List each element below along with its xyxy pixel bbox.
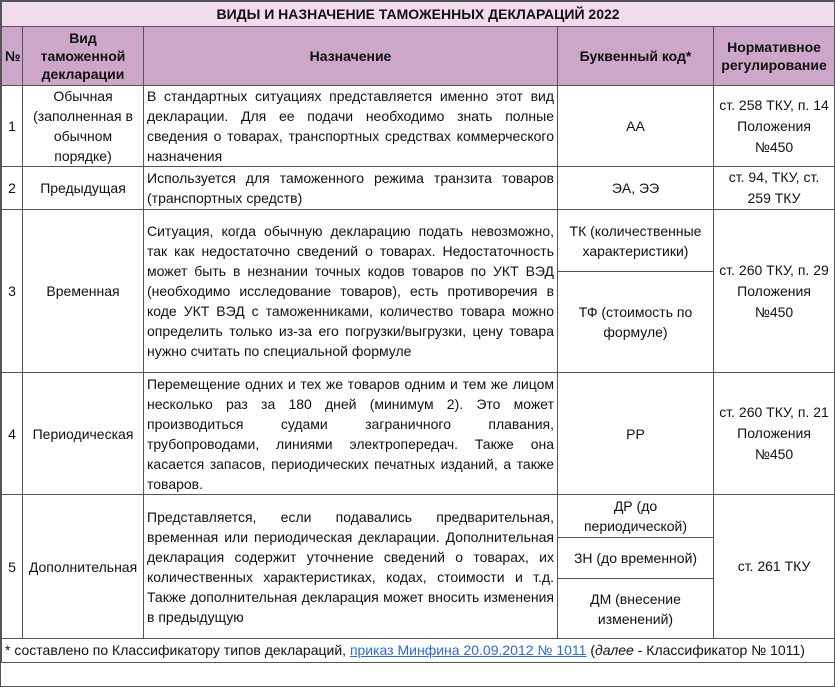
declaration-type: Временная: [23, 210, 144, 373]
customs-declarations-table: [1, 1, 835, 663]
declaration-type: Дополнительная: [23, 495, 144, 639]
row-number: 5: [2, 495, 23, 639]
table-row: [2, 495, 835, 538]
footnote-italic: далее: [595, 642, 634, 658]
footnote-suffix: - Классификатор № 1011): [633, 642, 805, 658]
footnote-middle: (: [586, 642, 595, 658]
row-number: 2: [2, 167, 23, 210]
declaration-purpose: Представляется, если подавались предварительная, временная или периодическая декларации. Дополнительная декларация содержит уточнение сведений о товарах, их количественных характеристиках, кодах, стоимости и т.д. Также дополнительная декларация может вносить изменения в предыдущую: [144, 495, 558, 639]
footnote: [2, 639, 835, 663]
letter-code: ДР (до периодической): [558, 495, 714, 538]
header-number: №: [2, 27, 23, 86]
footnote-prefix: * составлено по Классификатору типов деклараций,: [5, 642, 350, 658]
row-number: 1: [2, 86, 23, 167]
table-row: [2, 86, 835, 167]
footnote-link[interactable]: приказ Минфина 20.09.2012 № 1011: [349, 642, 587, 658]
declaration-purpose: Перемещение одних и тех же товаров одним и тем же лицом несколько раз за 180 дней (минимум 2). Это может производиться судами заграничного плавания, трубопроводами, линиями электропередач. Также она касается запасов, периодических печатных изданий, а также товаров.: [144, 373, 558, 495]
regulation: ст. 261 ТКУ: [714, 495, 835, 639]
table-row: [2, 167, 835, 210]
letter-code: ДМ (внесение изменений): [558, 579, 714, 639]
letter-code: ЗН (до временной): [558, 538, 714, 579]
row-number: 4: [2, 373, 23, 495]
footnote-row: [2, 639, 835, 663]
table-row: [2, 373, 835, 495]
regulation: ст. 94, ТКУ, ст. 259 ТКУ: [714, 167, 835, 210]
row-number: 3: [2, 210, 23, 373]
letter-code: ТФ (стоимость по формуле): [558, 272, 714, 373]
regulation: ст. 258 ТКУ, п. 14 Положения №450: [714, 86, 835, 167]
header-purpose: Назначение: [144, 27, 558, 86]
table-title: ВИДЫ И НАЗНАЧЕНИЕ ТАМОЖЕННЫХ ДЕКЛАРАЦИЙ 2022: [2, 2, 835, 27]
letter-code: АА: [558, 86, 714, 167]
letter-code: ЭА, ЭЭ: [558, 167, 714, 210]
declaration-type: Периодическая: [23, 373, 144, 495]
declaration-purpose: В стандартных ситуациях представляется именно этот вид декларации. Для ее подачи необходимо знать полные сведения о товарах, транспортных средствах коммерческого назначения: [144, 86, 558, 167]
header-type: Вид таможенной декларации: [23, 27, 144, 86]
declaration-purpose: Используется для таможенного режима транзита товаров (транспортных средств): [144, 167, 558, 210]
declaration-type: Обычная (заполненная в обычном порядке): [23, 86, 144, 167]
header-regulation: Нормативное регулирование: [714, 27, 835, 86]
regulation: ст. 260 ТКУ, п. 21 Положения №450: [714, 373, 835, 495]
table-row: [2, 210, 835, 272]
declaration-type: Предыдущая: [23, 167, 144, 210]
letter-code: ТК (количественные характеристики): [558, 210, 714, 272]
letter-code: РР: [558, 373, 714, 495]
declaration-purpose: Ситуация, когда обычную декларацию подать невозможно, так как недостаточно сведений о товарах. Недостаточность может быть в незнании точных кодов товаров по УКТ ВЭД (необходимо исследование товаров), есть противоречия в коде УКТ ВЭД с таможенниками, количество товара можно определить только из-за его погрузки/выгрузки, цену товара нужно считать по специальной формуле: [144, 210, 558, 373]
regulation: ст. 260 ТКУ, п. 29 Положения №450: [714, 210, 835, 373]
header-code: Буквенный код*: [558, 27, 714, 86]
